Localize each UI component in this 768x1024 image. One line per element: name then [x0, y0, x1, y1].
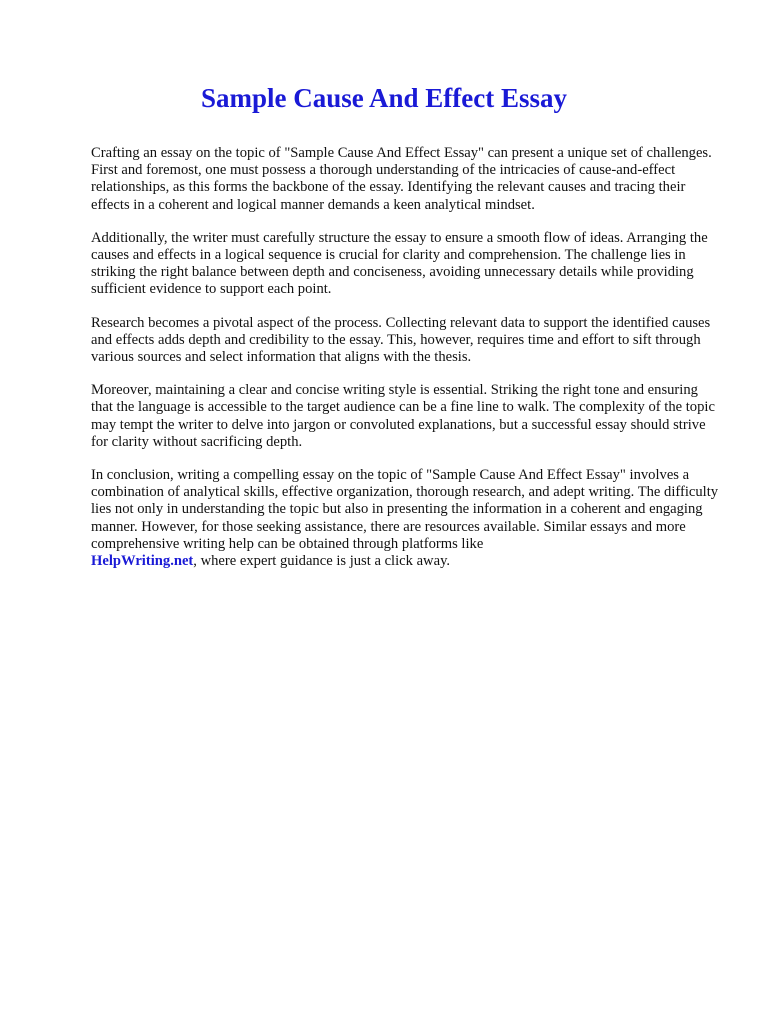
helpwriting-link[interactable]: HelpWriting.net [91, 553, 194, 570]
paragraph-2: Additionally, the writer must carefully structure the essay to ensure a smooth flow of ideas. Arranging the causes and effects in a logical sequence is crucial for clarity and comprehension. The challenge lies in striking the right balance between depth and conciseness, avoiding unnecessary details while providing sufficient evidence to support each point. [91, 229, 708, 298]
page-title: Sample Cause And Effect Essay [200, 83, 568, 113]
paragraph-3: Research becomes a pivotal aspect of the process. Collecting relevant data to support the identified causes and effects adds depth and credibility to the essay. This, however, requires time and effort to sift through various sources and select information that aligns with the thesis. [91, 314, 711, 366]
paragraph-1: Crafting an essay on the topic of "Sample Cause And Effect Essay" can present a unique set of challenges. First and foremost, one must possess a thorough understanding of the intricacies of cause-and-effect relationships, as this forms the backbone of the essay. Identifying the relevant causes and tracing their effects in a coherent and logical manner demands a keen analytical mindset. [91, 145, 712, 213]
paragraph-4: Moreover, maintaining a clear and concise writing style is essential. Striking the right tone and ensuring that the language is accessible to the target audience can be a fine line to walk. The complexity of the topic may tempt the writer to delve into jargon or convoluted explanations, but a successful essay should strive for clarity without sacrificing depth. [91, 382, 715, 450]
conclusion-text: In conclusion, writing a compelling essay on the topic of "Sample Cause And Effect Essay" involves a combination of analytical skills, effective organization, thorough research, and adept writing. The difficulty lies not only in understanding the topic but also in presenting the information in a coherent and engaging manner. However, for those seeking assistance, there are resources available. Similar essays and more comprehensive writing help can be obtained through platforms like [91, 467, 719, 552]
paragraph-conclusion [91, 467, 721, 570]
conclusion-tail: , where expert guidance is just a click away. [193, 553, 451, 570]
essay-body [91, 145, 721, 586]
